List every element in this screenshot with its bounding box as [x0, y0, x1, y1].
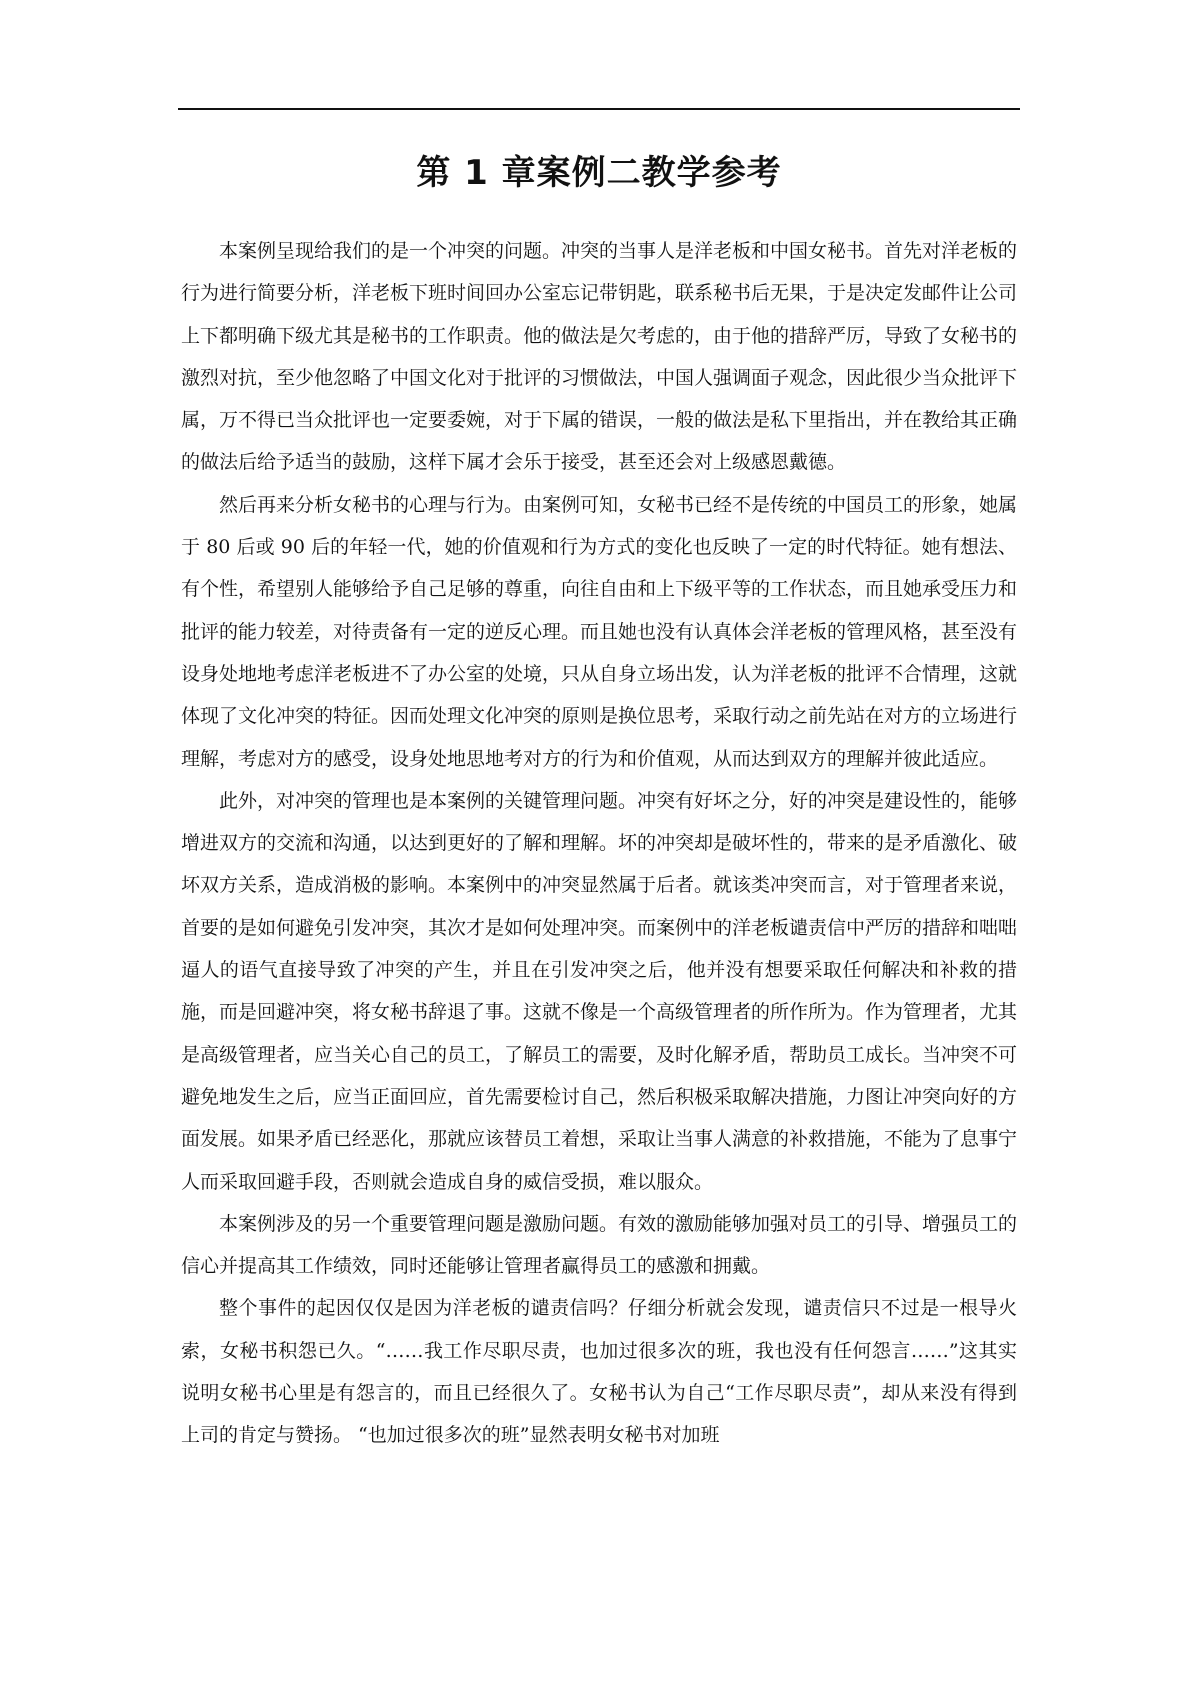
- paragraph-2: 然后再来分析女秘书的心理与行为。由案例可知，女秘书已经不是传统的中国员工的形象，她属于 80 后或 90 后的年轻一代，她的价值观和行为方式的变化也反映了一定的时代特征。她有想法、有个性，希望别人能够给予自己足够的尊重，向往自由和上下级平等的工作状态，而且她承受压力和批评的能力较差，对待责备有一定的逆反心理。而且她也没有认真体会洋老板的管理风格，甚至没有设身处地地考虑洋老板进不了办公室的处境，只从自身立场出发，认为洋老板的批评不合情理，这就体现了文化冲突的特征。因而处理文化冲突的原则是换位思考，采取行动之前先站在对方的立场进行理解，考虑对方的感受，设身处地思地考对方的行为和价值观，从而达到双方的理解并彼此适应。: [181, 493, 1018, 770]
- paragraph-4: 本案例涉及的另一个重要管理问题是激励问题。有效的激励能够加强对员工的引导、增强员工的信心并提高其工作绩效，同时还能够让管理者赢得员工的感激和拥戴。: [181, 1212, 1018, 1278]
- body-text: [181, 230, 1017, 1457]
- paragraph-1: 本案例呈现给我们的是一个冲突的问题。冲突的当事人是洋老板和中国女秘书。首先对洋老板的行为进行简要分析，洋老板下班时间回办公室忘记带钥匙，联系秘书后无果，于是决定发邮件让公司上下都明确下级尤其是秘书的工作职责。他的做法是欠考虑的，由于他的措辞严厉，导致了女秘书的激烈对抗，至少他忽略了中国文化对于批评的习惯做法，中国人强调面子观念，因此很少当众批评下属，万不得已当众批评也一定要委婉，对于下属的错误，一般的做法是私下里指出，并在教给其正确的做法后给予适当的鼓励，这样下属才会乐于接受，甚至还会对上级感恩戴德。: [181, 240, 1018, 474]
- paragraph-5: 整个事件的起因仅仅是因为洋老板的谴责信吗？仔细分析就会发现，谴责信只不过是一根导火索，女秘书积怨已久。“……我工作尽职尽责，也加过很多次的班，我也没有任何怨言……”这其实说明女秘书心里是有怨言的，而且已经很久了。女秘书认为自己“工作尽职尽责”，却从来没有得到上司的肯定与赞扬。 “也加过很多次的班”显然表明女秘书对加班: [181, 1297, 1017, 1447]
- paragraph-3: 此外，对冲突的管理也是本案例的关键管理问题。冲突有好坏之分，好的冲突是建设性的，能够增进双方的交流和沟通，以达到更好的了解和理解。坏的冲突却是破坏性的，带来的是矛盾激化、破坏双方关系，造成消极的影响。本案例中的冲突显然属于后者。就该类冲突而言，对于管理者来说，首要的是如何避免引发冲突，其次才是如何处理冲突。而案例中的洋老板谴责信中严厉的措辞和咄咄逼人的语气直接导致了冲突的产生，并且在引发冲突之后，他并没有想要采取任何解决和补救的措施，而是回避冲突，将女秘书辞退了事。这就不像是一个高级管理者的所作所为。作为管理者，尤其是高级管理者，应当关心自己的员工，了解员工的需要，及时化解矛盾，帮助员工成长。当冲突不可避免地发生之后，应当正面回应，首先需要检讨自己，然后积极采取解决措施，力图让冲突向好的方面发展。如果矛盾已经恶化，那就应该替员工着想，采取让当事人满意的补救措施，不能为了息事宁人而采取回避手段，否则就会造成自身的威信受损，难以服众。: [181, 789, 1018, 1193]
- header-rule: [178, 108, 1020, 110]
- page-title: 第 1 章案例二教学参考: [416, 153, 782, 193]
